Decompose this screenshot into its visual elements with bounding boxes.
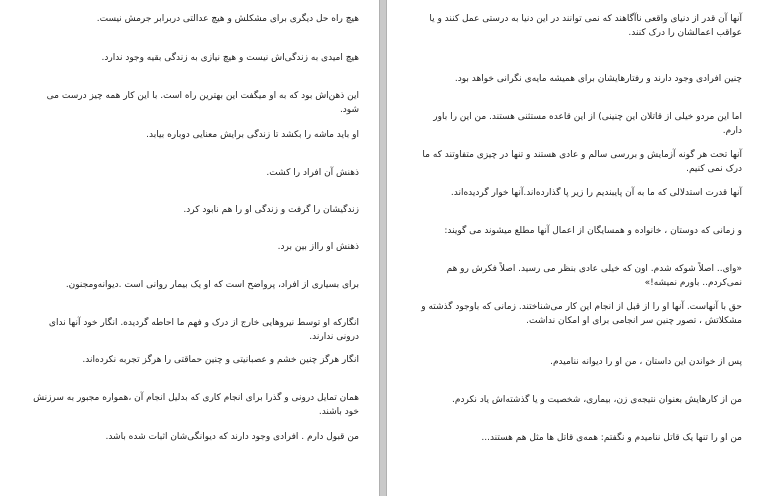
paragraph: هیچ راه حل دیگری برای مشکلش و هیچ عدالتی دربرابر جرمش نیست. — [96, 14, 359, 24]
paragraph: ذهنش او رااز بین برد. — [277, 242, 359, 252]
paragraph: همان تمایل درونی و گذرا برای انجام کاری که بدلیل انجام آن ،همواره مجبور به سرزنش خود باشند. — [33, 393, 359, 417]
left-page — [0, 0, 380, 496]
paragraph: انگارکه او توسط نیروهایی خارج از درک و فهم ما احاطه گردیده. انگار خود آنها ندای درونی ندارند. — [48, 318, 359, 342]
paragraph: چنین افرادی وجود دارند و رفتارهایشان برای همیشه مایه‌ی نگرانی خواهد بود. — [454, 74, 742, 84]
paragraph: آنها تحت هر گونه آزمایش و بررسی سالم و عادی هستند و تنها در چیزی متفاوتند که ما درک نمی کنیم. — [422, 150, 742, 174]
paragraph: هیچ امیدی به زندگی‌اش نیست و هیچ نیازی به زندگی بقیه وجود ندارد. — [101, 53, 359, 63]
paragraph: «وای.. اصلاً شوکه شدم. اون که خیلی عادی بنظر می رسید. اصلاً فکرش رو هم نمی‌کردم.. باورم نمیشه!» — [446, 264, 742, 288]
paragraph: آنها آن قدر از دنیای واقعی ناآگاهند که نمی توانند در این دنیا به درستی عمل کنند و یا عواقب اعمالشان را درک کنند. — [429, 14, 742, 38]
right-page — [386, 0, 768, 496]
paragraph: من قبول دارم . افرادی وجود دارند که دیوانگی‌شان اثبات شده باشد. — [105, 432, 359, 442]
paragraph: اما این مردو خیلی از قاتلان این چنینی) از این قاعده مستثنی هستند. من این را باور دارم. — [433, 112, 742, 136]
paragraph: ذهنش آن افراد را کشت. — [266, 168, 359, 178]
paragraph: من او را تنها یک قاتل ننامیدم و نگفتم: همه‌ی قاتل ها مثل هم هستند... — [481, 433, 742, 443]
paragraph: او باید ماشه را بکشد تا زندگی برایش معنایی دوباره بیابد. — [146, 130, 359, 140]
paragraph: و زمانی که دوستان ، خانواده و همسایگان از اعمال آنها مطلع میشوند می گویند: — [444, 226, 742, 236]
paragraph: انگار هرگز چنین خشم و عصبانیتی و چنین حماقتی را هرگز تجربه نکرده‌اند. — [82, 355, 359, 365]
paragraph: من از کارهایش بعنوان نتیجه‌ی زن، بیماری، شخصیت و یا گذشته‌اش یاد نکردم. — [452, 395, 742, 405]
paragraph: زندگیشان را گرفت و زندگی او را هم نابود کرد. — [183, 205, 359, 215]
paragraph: آنها قدرت استدلالی که ما به آن پایبندیم را زیر پا گذارده‌اند.آنها خوار گردیده‌اند. — [450, 188, 742, 198]
paragraph: برای بسیاری از افراد، پرواضح است که او یک بیمار روانی است .دیوانه‌ومجنون. — [65, 280, 359, 290]
paragraph: این ذهن‌اش بود که به او میگفت این بهترین راه است. با این کار همه چیز درست می شود. — [46, 91, 359, 115]
paragraph: پس از خواندن این داستان ، من او را دیوانه ننامیدم. — [550, 357, 742, 367]
paragraph: حق با آنهاست. آنها او را از قبل از انجام این کار می‌شناختند. زمانی که باوجود گذشته و مشکلاتش ، تصور چنین سر انجامی برای او امکان نداشت. — [421, 302, 742, 326]
